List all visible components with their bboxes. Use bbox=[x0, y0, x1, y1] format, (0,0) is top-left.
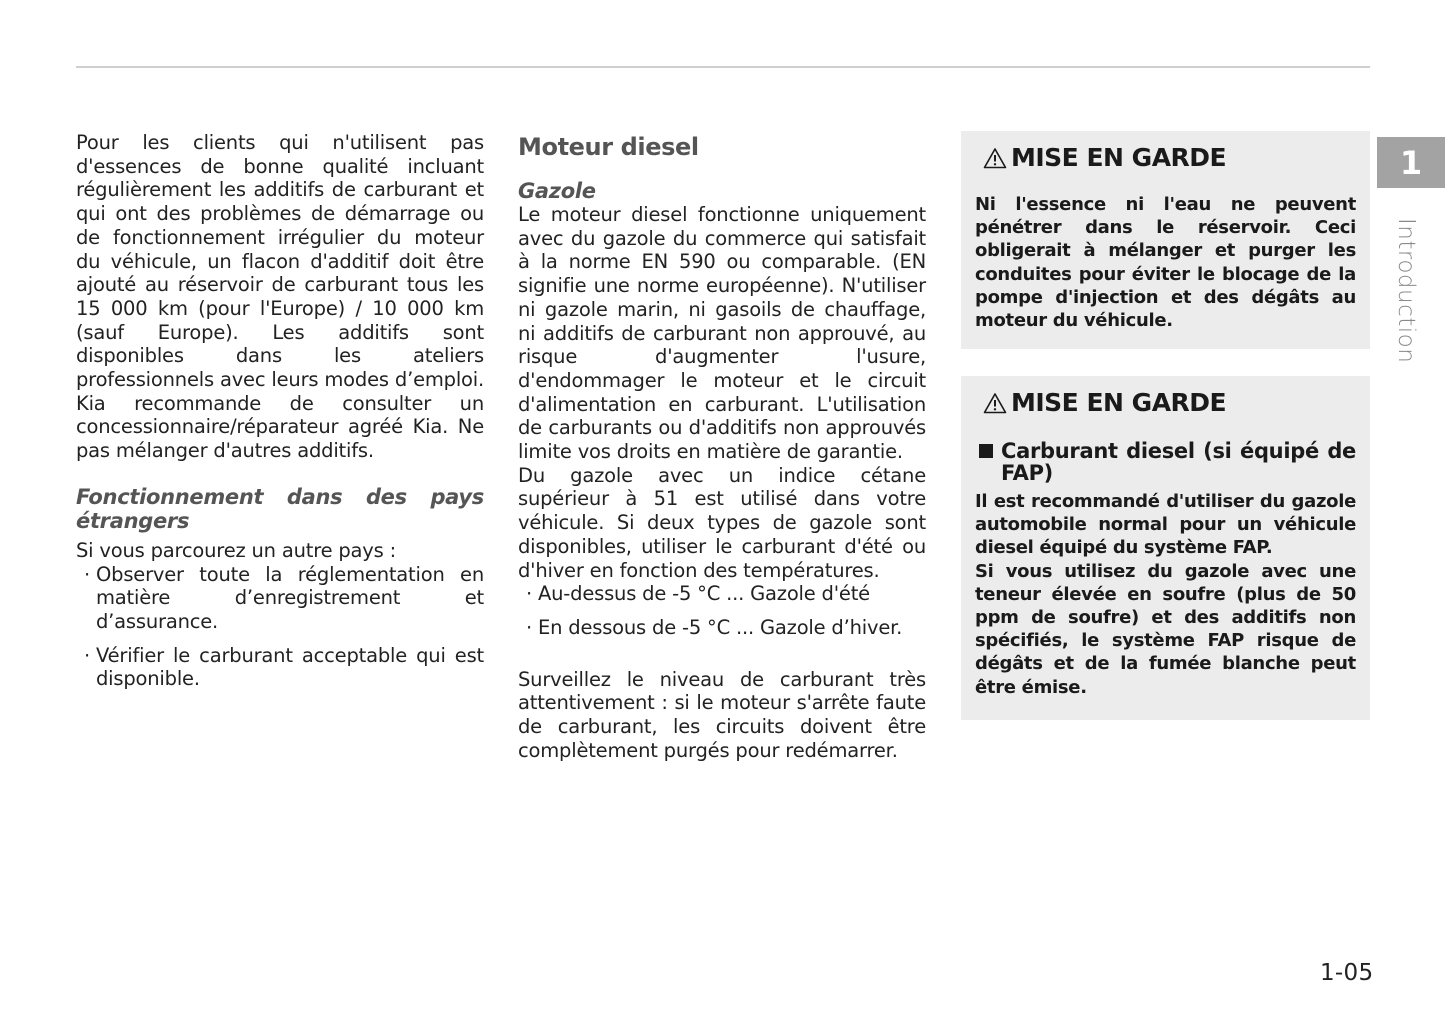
section-title: Moteur diesel bbox=[518, 133, 699, 161]
right-column bbox=[961, 131, 1370, 720]
bullet-text: Observer toute la réglementation en matière d’enregistrement et d’assurance. bbox=[96, 562, 484, 633]
bullet-icon: · bbox=[84, 562, 90, 586]
bullet-text: En dessous de -5 °C ... Gazole d’hiver. bbox=[538, 615, 903, 639]
warning-title bbox=[983, 141, 1356, 175]
bullet-text: Vérifier le carburant acceptable qui est disponible. bbox=[96, 643, 484, 691]
page-number: 1-05 bbox=[1320, 960, 1374, 986]
left-column bbox=[76, 131, 484, 691]
foreign-countries-heading: Fonctionnement dans des pays étrangers bbox=[76, 484, 484, 533]
chapter-tab[interactable]: 1 bbox=[1377, 137, 1445, 188]
warning-text-2: Si vous utilisez du gazole avec une teneur élevée en soufre (plus de 50 ppm de soufre) et des additifs non spécifiés, le système FAP risque de dégâts et de la fumée blanche peut être émise. bbox=[975, 560, 1356, 698]
chapter-label: Introduction bbox=[1393, 218, 1419, 364]
subsection-title: Gazole bbox=[518, 179, 596, 203]
bullet-text: Au-dessus de -5 °C ... Gazole d'été bbox=[538, 582, 870, 606]
warning-subtitle bbox=[975, 440, 1356, 484]
diesel-paragraph-2: Du gazole avec un indice cétane supérieur à 51 est utilisé dans votre véhicule. Si deux types de gazole sont disponibles, utiliser le carburant d'été ou d'hiver en fonction des températures. bbox=[518, 463, 926, 582]
warning-triangle-icon bbox=[983, 147, 1007, 169]
warning-triangle-icon bbox=[983, 392, 1007, 414]
foreign-bullet-list bbox=[76, 563, 484, 692]
list-item bbox=[76, 563, 484, 634]
square-bullet-icon bbox=[979, 444, 993, 458]
warning-title bbox=[983, 386, 1356, 420]
list-item bbox=[518, 582, 926, 606]
diesel-paragraph-1: Le moteur diesel fonctionne uniquement avec du gazole du commerce qui satisfait à la norme EN 590 ou comparable. (EN signifie une norme européenne). N'utiliser ni gazole marin, ni gasoils de chauffage, ni additifs de carburant non approuvé, au risque d'augmenter l'usure, d'endommager le moteur et le circuit d'alimentation en carburant. L'utilisation de carburants ou d'additifs non approuvés limite vos droits en matière de garantie. bbox=[518, 203, 926, 464]
warning-text-1: Il est recommandé d'utiliser du gazole automobile normal pour un véhicule diesel équipé du système FAP. bbox=[975, 491, 1356, 559]
diesel-paragraph-3: Surveillez le niveau de carburant très attentivement : si le moteur s'arrête faute de carburant, les circuits doivent être complètement purgés pour redémarrer. bbox=[518, 667, 926, 762]
bullet-icon: · bbox=[526, 615, 532, 639]
warning-title-text: MISE EN GARDE bbox=[1011, 388, 1227, 417]
top-divider bbox=[76, 66, 1370, 68]
temperature-bullet-list bbox=[518, 582, 926, 639]
list-item bbox=[76, 644, 484, 691]
foreign-intro: Si vous parcourez un autre pays : bbox=[76, 538, 396, 562]
additive-paragraph: Pour les clients qui n'utilisent pas d'essences de bonne qualité incluant régulièrement les additifs de carburant et qui ont des problèmes de démarrage ou de fonctionnement irrégulier du moteur du véhicule, un flacon d'additif doit être ajouté au réservoir de carburant tous les 15 000 km (pour l'Europe) / 10 000 km (sauf Europe). Les additifs sont disponibles dans les ateliers professionnels avec leurs modes d’emploi. Kia recommande de consulter un concessionnaire/réparateur agréé Kia. Ne pas mélanger d'autres additifs. bbox=[76, 131, 484, 463]
list-item bbox=[518, 616, 926, 640]
warning-subtitle-text: Carburant diesel (si équipé de FAP) bbox=[1001, 439, 1356, 485]
warning-title-text: MISE EN GARDE bbox=[1011, 143, 1227, 172]
bullet-icon: · bbox=[526, 582, 532, 606]
warning-box-fap bbox=[961, 376, 1370, 720]
warning-box-water-fuel bbox=[961, 131, 1370, 349]
bullet-icon: · bbox=[84, 643, 90, 667]
middle-column bbox=[518, 131, 926, 762]
warning-text: Ni l'essence ni l'eau ne peuvent pénétrer dans le réservoir. Ceci obligerait à mélanger et purger les conduites pour éviter le blocage de la pompe d'injection et des dégâts au moteur du véhicule. bbox=[975, 194, 1356, 332]
